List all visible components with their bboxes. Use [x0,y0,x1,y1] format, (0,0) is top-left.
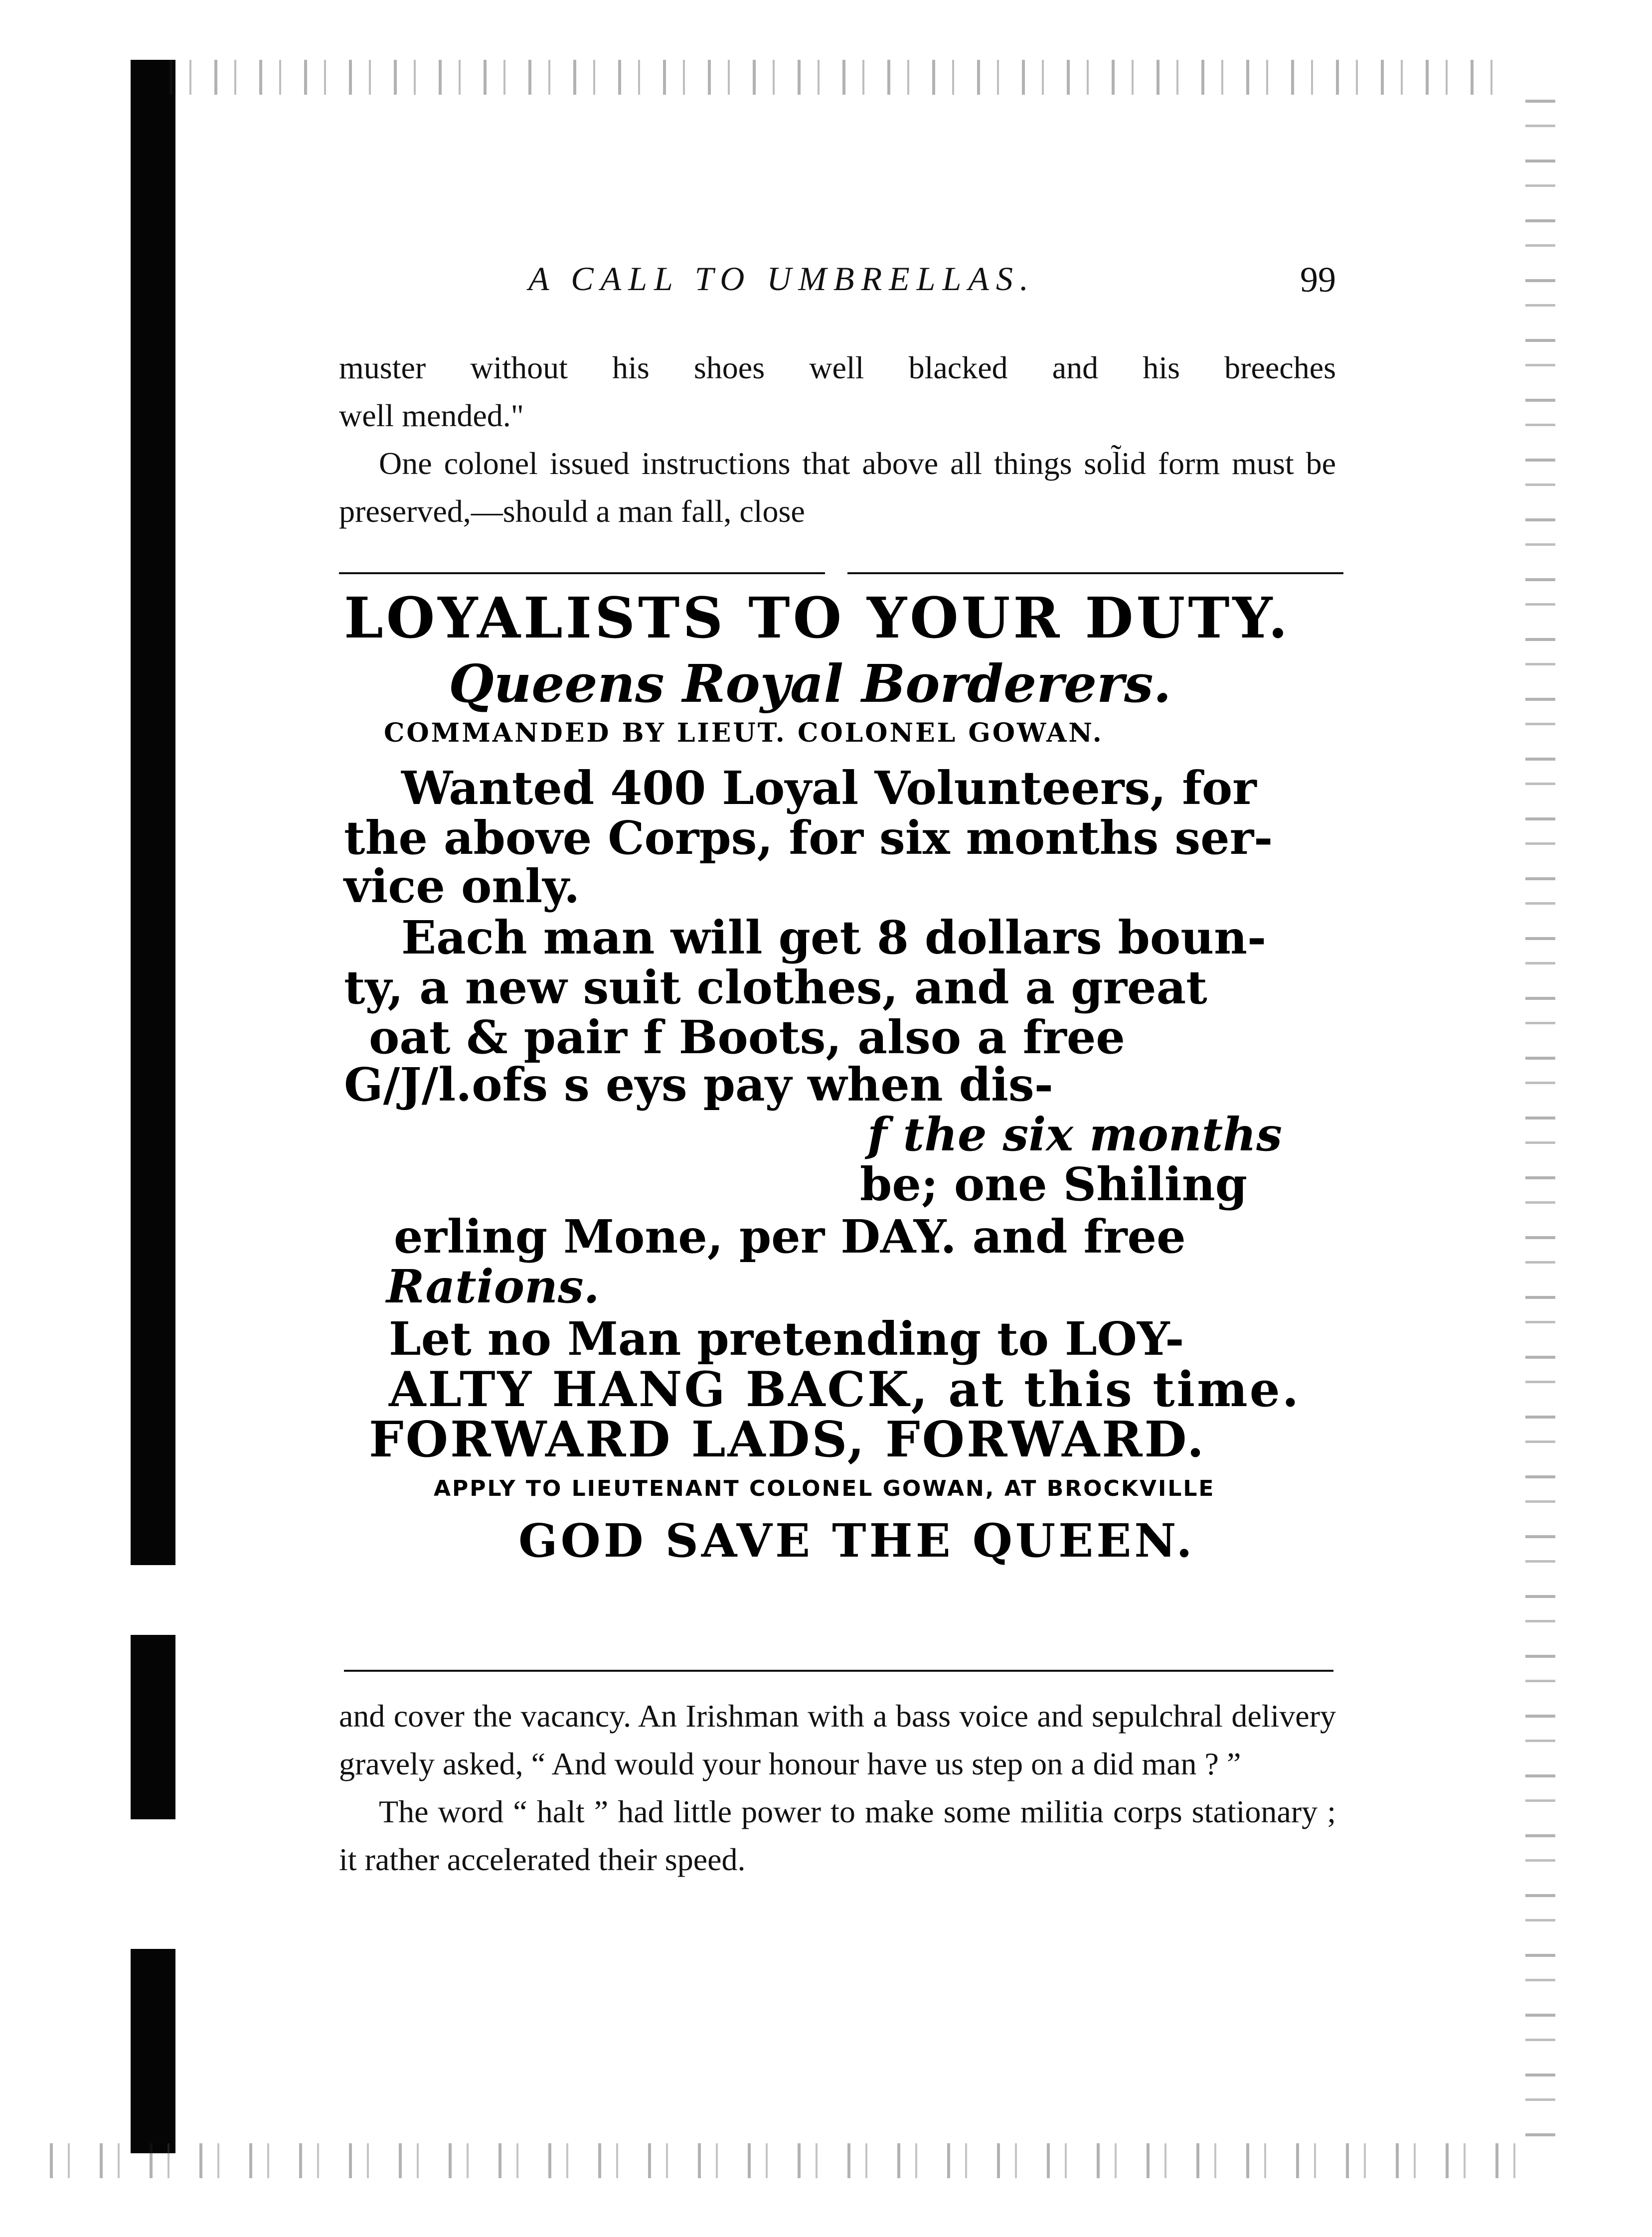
poster-closing: GOD SAVE THE QUEEN. [518,1514,1195,1568]
recruiting-poster [339,583,1346,1665]
poster-top-rule-left [339,572,825,574]
poster-line: oat & pair f Boots, also a free [369,1010,1125,1064]
body-text-top [339,344,1336,535]
body-line: muster without his shoes well blacked and his breeches [339,350,1336,385]
body-paragraph: and cover the vacancy. An Irishman with a bass voice and sepulchral delivery gravely asked, “ And would your honour have us step on a did man ? ” [339,1698,1336,1781]
poster-top-rule-right [847,572,1343,574]
poster-line: Let no Man pretending to LOY- [389,1312,1184,1366]
poster-line: f the six months [867,1108,1282,1161]
page-number: 99 [1300,260,1336,300]
scan-binding-gap [131,1819,175,1949]
scan-edge-noise-bottom [50,2143,1520,2178]
poster-line: erling Mone, per DAY. and free [394,1210,1186,1264]
poster-regiment: Queens Royal Borderers. [449,653,1171,714]
poster-bottom-rule [344,1670,1333,1672]
poster-line: G/J/l.ofs s eys pay when dis- [344,1058,1053,1112]
poster-line: Wanted 400 Loyal Volunteers, for [401,761,1257,815]
scan-binding-gap [131,1565,175,1635]
poster-line: vice only. [344,859,580,913]
poster-line: the above Corps, for six months ser- [344,811,1273,865]
body-paragraph: One colonel issued instructions that above all things sol̃id form must be preserved,—should a man fall, close [339,446,1336,529]
poster-line: Rations. [386,1260,600,1313]
poster-line: be; one Shiling [860,1157,1248,1211]
poster-line: FORWARD LADS, FORWARD. [369,1411,1206,1468]
body-line: well mended." [339,398,524,433]
poster-apply-line: APPLY TO LIEUTENANT COLONEL GOWAN, AT BROCKVILLE [434,1476,1215,1501]
poster-line: ty, a new suit clothes, and a great [344,960,1207,1014]
poster-line: Each man will get 8 dollars boun- [401,911,1267,964]
scan-edge-noise-right [1525,100,1555,2143]
poster-commander: COMMANDED BY LIEUT. COLONEL GOWAN. [384,718,1104,748]
poster-title: LOYALISTS TO YOUR DUTY. [344,586,1291,651]
scan-edge-noise-top [169,60,1515,95]
body-text-bottom [339,1692,1336,1884]
body-paragraph: The word “ halt ” had little power to make some militia corps stationary ; it rather accelerated their speed. [339,1794,1336,1877]
running-title: A CALL TO UMBRELLAS. [528,260,1035,298]
poster-line: ALTY HANG BACK, at this time. [389,1361,1301,1418]
page-header [339,259,1336,304]
